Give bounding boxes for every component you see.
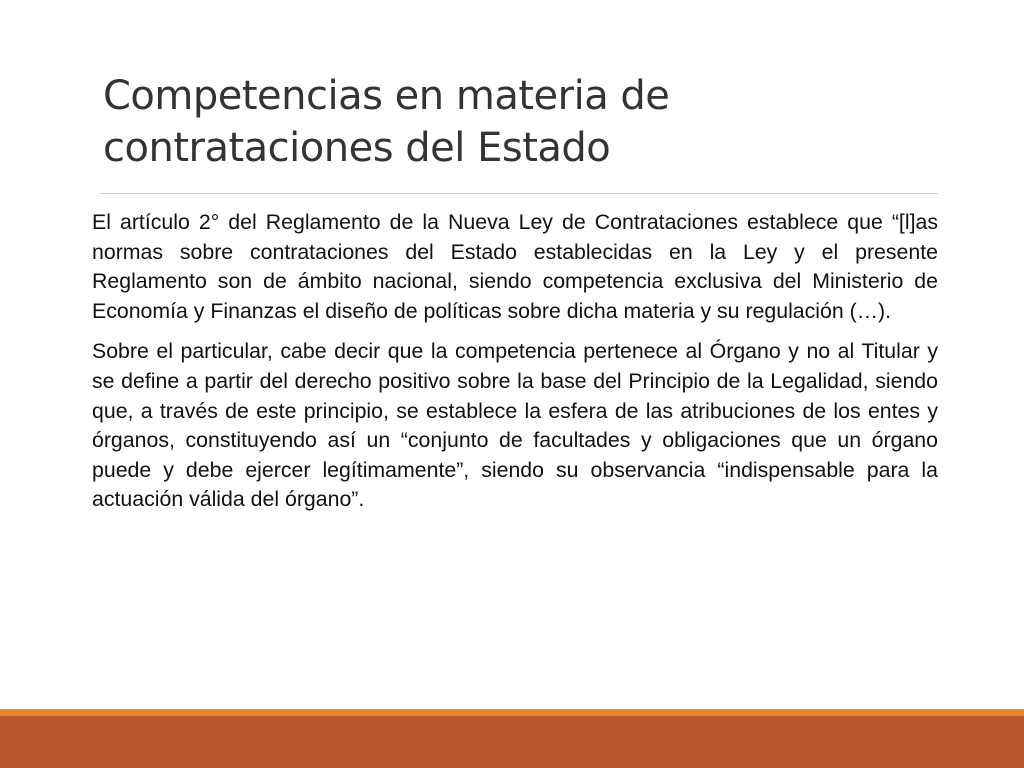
- footer-accent-bar: [0, 709, 1024, 716]
- slide-body: [92, 208, 938, 526]
- title-divider: [100, 193, 938, 194]
- body-paragraph-1: El artículo 2° del Reglamento de la Nueva Ley de Contrataciones establece que “[l]as normas sobre contrataciones del Estado establecidas en la Ley y el presente Reglamento son de ámbito nacional, siendo competencia exclusiva del Ministerio de Economía y Finanzas el diseño de políticas sobre dicha materia y su regulación (…).: [92, 210, 938, 323]
- body-paragraph-2: Sobre el particular, cabe decir que la competencia pertenece al Órgano y no al Titular y se define a partir del derecho positivo sobre la base del Principio de la Legalidad, siendo que, a través de este principio, se establece la esfera de las atribuciones de los entes y órganos, constituyendo así un “conjunto de facultades y obligaciones que un órgano puede y debe ejercer legítimamente”, siendo su observancia “indispensable para la actuación válida del órgano”.: [92, 339, 938, 512]
- slide-title: Competencias en materia de contrataciones del Estado: [103, 73, 670, 171]
- footer-bar: [0, 716, 1024, 768]
